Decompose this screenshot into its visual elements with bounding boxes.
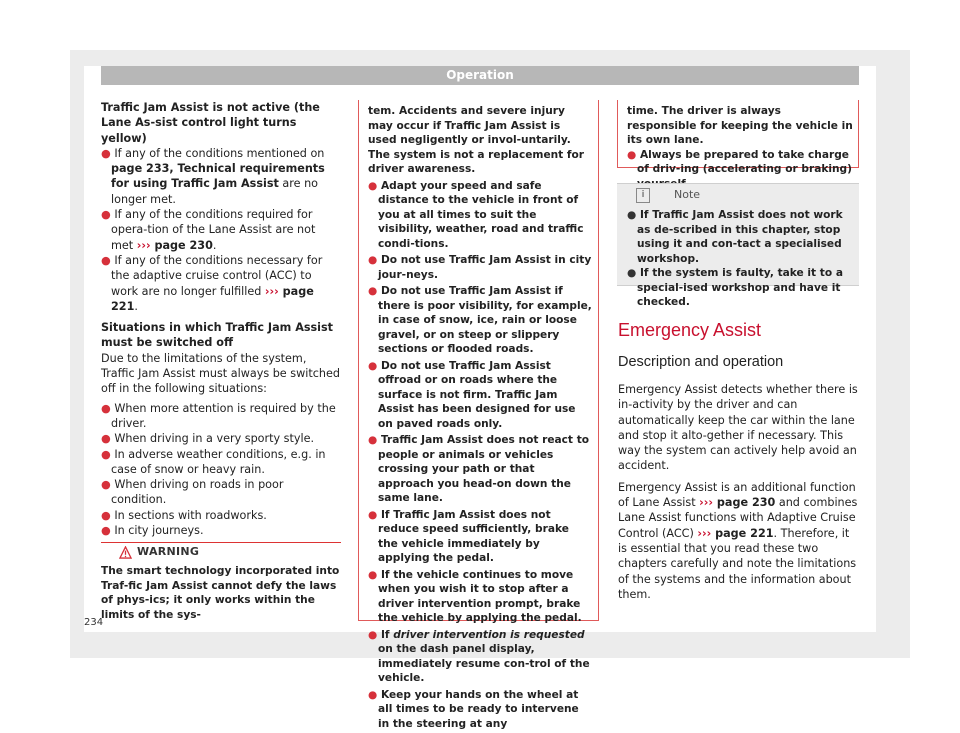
text: . [134, 299, 138, 313]
list-item [368, 359, 592, 432]
bullet-icon: ● [101, 401, 111, 415]
page-link[interactable]: page 233, Technical requirements for using Traffic Jam Assist [111, 162, 325, 191]
warning-icon [119, 546, 132, 559]
list-item [101, 146, 341, 207]
column-left [101, 100, 341, 538]
note-label: Note [674, 188, 701, 201]
bullet-icon: ● [101, 253, 111, 267]
page-number: 234 [84, 617, 104, 628]
bullet-icon: ● [101, 508, 111, 522]
bullet-icon: ● [368, 688, 378, 701]
bullet-icon: ● [368, 434, 378, 446]
list-item [368, 433, 592, 506]
text: If any of the conditions mentioned on [114, 146, 325, 160]
text: If any of the conditions required for opera-tion of the Lane Assist are not met [111, 208, 316, 252]
list-item [368, 284, 592, 357]
bullet-icon: ● [368, 285, 378, 297]
text: If Traffic Jam Assist does not reduce speed sufficiently, brake the vehicle immediately by applying the pedal. [378, 508, 569, 564]
text: Do not use Traffic Jam Assist in city jour-neys. [378, 254, 592, 281]
text: and combines Lane Assist functions with Adaptive Cruise Control (ACC) [618, 496, 858, 540]
page-header: Operation [101, 66, 859, 85]
list-item [368, 253, 592, 282]
text: Do not use Traffic Jam Assist if there is poor visibility, for example, in case of snow, ice, rain or loose gravel, or on steep or slippery sections or flooded roads. [378, 285, 592, 355]
bullet-icon: ● [368, 254, 378, 266]
page-link[interactable]: page 230 [713, 496, 776, 510]
text: Adapt your speed and safe distance to the vehicle in front of you at all times to suit the visibility, weather, road and traffic condi-tions. [378, 179, 584, 250]
warning-label: WARNING [137, 545, 200, 558]
text: If the system is faulty, take it to a special-ised workshop and have it checked. [637, 267, 843, 308]
list-item [101, 253, 341, 314]
list-item [627, 208, 851, 266]
warning-text: The smart technology incorporated into Traf-fic Jam Assist cannot defy the laws of phys-ics; it only works within the limits of the sys- [101, 565, 340, 621]
text-italic: driver intervention is requested [393, 628, 585, 641]
column-middle [368, 104, 592, 733]
text: on the dash panel display, immediately resume con-trol of the vehicle. [378, 643, 590, 684]
list-item [368, 508, 592, 566]
list-item [368, 179, 592, 252]
bullet-icon: ● [368, 628, 378, 641]
list-item [101, 207, 341, 253]
text: When driving on roads in poor condition. [111, 478, 284, 507]
text: . Therefore, it is essential that you read these two chapters carefully and note the limitations of the systems and the information about them. [618, 526, 857, 601]
text: Keep your hands on the wheel at all times to be ready to intervene in the steering at any [378, 688, 579, 730]
arrow-icon: ››› [264, 284, 279, 298]
text: Traffic Jam Assist does not react to people or animals or vehicles crossing your path or that approach you head-on down the same lane. [378, 434, 590, 504]
bullet-icon: ● [368, 508, 378, 521]
section-title: Emergency Assist [618, 320, 762, 340]
paragraph: Emergency Assist detects whether there is in-activity by the driver and can automatically keep the car within the lane and stop it alto-gether if necessary. This way the system can actively help avoid an accident. [618, 383, 858, 473]
heading-not-active: Traffic Jam Assist is not active (the Lane As-sist control light turns yellow) [101, 101, 320, 145]
list-item [368, 568, 592, 626]
intro-text: Due to the limitations of the system, Traffic Jam Assist must always be switched off in the following situations: [101, 351, 340, 396]
bullet-icon: ● [627, 148, 637, 161]
text: When driving in a very sporty style. [114, 432, 315, 446]
arrow-icon: ››› [697, 526, 712, 540]
page-link[interactable]: page 221 [111, 284, 314, 313]
paragraph [618, 480, 858, 602]
info-icon: i [636, 188, 650, 203]
text: In adverse weather conditions, e.g. in case of snow or heavy rain. [111, 447, 326, 476]
subsection-title: Description and operation [618, 354, 784, 370]
heading-switch-off: Situations in which Traffic Jam Assist must be switched off [101, 321, 334, 350]
warning-header [101, 542, 341, 563]
warning-end-text [627, 104, 853, 191]
page-link[interactable]: page 221 [711, 526, 774, 540]
list-item [101, 477, 341, 508]
text: are no longer met. [111, 177, 318, 206]
bullet-icon: ● [101, 146, 111, 160]
list-item [101, 447, 341, 478]
list-item [101, 523, 341, 538]
text: Do not use Traffic Jam Assist offroad or on roads where the surface is not firm. Traffic Jam Assist has been designed for use on paved roads only. [378, 359, 576, 430]
note-header [617, 183, 859, 206]
bullet-icon: ● [368, 359, 378, 372]
warning-lead: time. The driver is always responsible for keeping the vehicle in its own lane. [627, 105, 853, 146]
list-item [101, 508, 341, 523]
text: When more attention is required by the driver. [111, 401, 336, 430]
text: If the vehicle continues to move when you wish it to stop after a driver intervention prompt, brake the vehicle by applying the pedal. [378, 568, 582, 624]
bullet-icon: ● [101, 447, 111, 461]
text: Always be prepared to take charge of driv-ing (accelerating or braking) [637, 148, 852, 175]
list-item [368, 688, 592, 732]
text: If [380, 628, 394, 641]
column-right-body [618, 382, 858, 602]
bullet-icon: ● [368, 568, 378, 581]
bullet-icon: ● [627, 209, 637, 221]
bullet-icon: ● [368, 179, 378, 192]
bullet-icon: ● [101, 208, 111, 222]
arrow-icon: ››› [699, 496, 713, 510]
text: In sections with roadworks. [114, 508, 267, 522]
text: Emergency Assist is an additional function of Lane Assist [618, 480, 856, 510]
text: . [212, 238, 217, 252]
bullet-icon: ● [101, 524, 111, 538]
text: In city journeys. [114, 524, 204, 538]
text: If any of the conditions necessary for the adaptive cruise control (ACC) to work are no longer fulfilled [111, 253, 323, 298]
bullet-icon: ● [101, 432, 111, 446]
arrow-icon: ››› [136, 238, 151, 252]
bullet-icon: ● [101, 478, 111, 492]
list-item [101, 401, 341, 432]
list-item [627, 266, 851, 310]
list-item [368, 628, 592, 686]
bullet-icon: ● [627, 267, 637, 279]
note-body [617, 205, 859, 308]
warning-lead: tem. Accidents and severe injury may occur if Traffic Jam Assist is used negligently or invol-untarily. The system is not a replacement for driver awareness. [368, 105, 585, 175]
text: If Traffic Jam Assist does not work as de-scribed in this chapter, stop using it and con-tact a specialised workshop. [637, 209, 843, 265]
list-item [101, 431, 341, 446]
page-link[interactable]: page 230 [150, 238, 213, 252]
